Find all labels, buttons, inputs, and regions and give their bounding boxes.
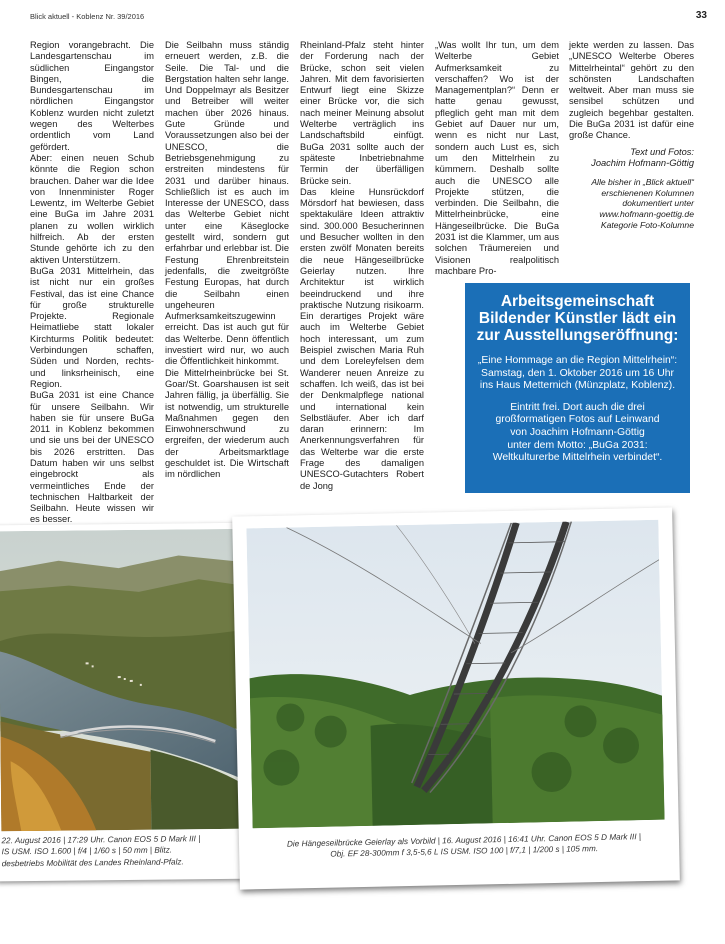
page-number: 33: [695, 10, 707, 21]
caption-line: Obj. EF 28-300mm f 3,5-5,6 L IS USM. ISO 100 | f/7,1 | 1/200 s | 105 mm.: [330, 844, 599, 859]
info-line: von Joachim Hofmann-Göttig: [510, 426, 645, 438]
paragraph: Die Mittelrheinbrücke bei St. Goar/St. Goarshausen ist seit Jahren fällig, ja überfällig. Sie ist notwendig, um strukturelle Maßnahmen gegen den Einwohnerschwund zu ergreifen, der wiederum auch der Arbeitsmarktlage geschuldet ist. Die Wirtschaft im nördlichen: [165, 367, 289, 480]
event-line: ins Haus Metternich (Münzplatz, Koblenz).: [479, 380, 676, 392]
paragraph: jekte werden zu lassen. Das „UNESCO Welterbe Oberes Mittelrheintal“ gehört zu den schönsten Landschaften weltweit. Aber man muss sie sensibel schützen und zugleich begehbar gestalten. Die BuGa 2031 ist dafür eine große Chance.: [569, 40, 694, 141]
info-line: Weltkulturerbe Mittelrhein verbindet“.: [492, 452, 663, 464]
paragraph: Die Seilbahn muss ständig erneuert werden, z.B. die Seile. Die Tal- und die Bergstation halten sehr lange. Und Doppelmayr als Besitzer und Betreiber will weiter machen über 2026 hinaus. Gute Gründe und Voraussetzungen also bei der UNESCO, die Betriebsgenehmigung zu erstreiten mindestens für 2031 und darüber hinaus. Schließlich ist es auch im Interesse der UNESCO, dass das Welterbe Gebiet nicht unter eine Käseglocke gestellt wird, sondern gut erfahrbar und erlebbar ist. Die Festung Ehrenbreitstein jedenfalls, die zweitgrößte Festung Europas, hat durch die Seilbahn einen ungeheuren Aufmerksamkeitszugewinn erreicht. Das ist auch gut für das Welterbe. Denn öffentlich investiert wird nur, wo auch die Öffentlichkeit hinkommt.: [165, 40, 289, 367]
article-column-2: [165, 40, 289, 481]
event-details: [471, 355, 684, 393]
note-line: Kategorie Foto-Kolumne: [600, 219, 694, 230]
note-line: erschienenen Kolumnen: [601, 187, 694, 198]
event-line: „Eine Hommage an die Region Mittelrhein“:: [477, 355, 678, 366]
title-line: Bildender Künstler lädt ein: [478, 310, 677, 327]
rhine-valley-photo: [0, 523, 260, 882]
rhine-valley-image: [0, 529, 253, 832]
paragraph: Region vorangebracht. Die Landesgartenschau im südlichen Eingangstor Bingen, die Bundesgartenschau im nördlichen Eingangstor Koblenz wurden nicht zuletzt wegen des Welterbes ordentlich vom Land gefördert.: [30, 40, 154, 152]
announcement-title: [471, 293, 684, 344]
website-link: www.hofmann-goettig.de: [599, 209, 694, 220]
article-column-1: [30, 40, 154, 526]
credit-line: Text und Fotos:: [630, 146, 694, 157]
info-line: großformatigen Fotos auf Leinwand: [495, 414, 660, 426]
caption-line: 22. August 2016 | 17:29 Uhr. Canon EOS 5 D Mark III |: [1, 834, 201, 846]
paragraph: Aber: einen neuen Schub könnte die Region schon brauchen. Daher war die Idee von Innenminister Roger Lewentz, im Welterbe Gebiet eine BuGa im Jahre 2031 planen zu wollen wirklich hilfreich. Ab der ersten Stunde gehörte ich zu den aktiven Unterstützern.: [30, 152, 154, 265]
article-column-4: [435, 40, 559, 277]
suspension-bridge-photo: [232, 507, 680, 889]
author-credit: [569, 147, 694, 170]
photo1-caption: [1, 833, 246, 869]
paragraph: Rheinland-Pfalz steht hinter der Forderung nach der Brücke, schon seit vielen Jahren. Mit dem favorisierten Entwurf liegt eine Skizze einer Brücke vor, die sich nach meiner Meinung absolut Welterbe verträglich ins Landschaftsbild einfügt. BuGa 2031 sollte auch der späteste Inbetriebnahme Termin der überfälligen Brücke sein.: [300, 40, 424, 186]
info-line: Eintritt frei. Dort auch die drei: [510, 401, 645, 413]
event-info: [471, 402, 684, 465]
paragraph: BuGa 2031 ist eine Chance für unsere Seilbahn. Wir haben sie für unsere BuGa 2011 in Koblenz bekommen und sie uns bei der UNESCO bis 2026 erstritten. Das Datum haben wir uns selbst eingebrockt als vermeintliches Ende der technischen Haltbarkeit der Seilbahn. Heute wissen wir es besser.: [30, 390, 154, 525]
caption-line: desbetriebs Mobilität des Landes Rheinland-Pfalz.: [1, 856, 184, 868]
caption-line: Die Hängeseilbrücke Geierlay als Vorbild | 16. August 2016 | 16:41 Uhr. Canon EOS 5 D Mark III |: [286, 832, 642, 849]
paragraph: Das kleine Hunsrückdorf Mörsdorf hat bewiesen, dass spektakuläre Ideen attraktiv sind. 300.000 Besucherinnen und Besucher wollten in den ersten zwölf Monaten bereits die neue Hängeseilbrücke Geierlay nutzen. Ihre Architektur ist wirklich beeindruckend und ihre praktische Nutzung risikoarm. Ein derartiges Projekt wäre auch im Welterbe Gebiet hoch interessant, um zum Beispiel zwischen Maria Ruh und dem Loreleyfelsen dem Wanderer neuen Anreize zu schaffen. Ich weiß, das ist bei der Denkmalpflege national und international kein Selbstläufer. Aber ich darf daran erinnern: Im Anerkennungsverfahren für das Welterbe war die erste Frage des damaligen UNESCO-Gutachters Robert de Jong: [300, 186, 424, 491]
title-line: Arbeitsgemeinschaft: [500, 293, 655, 310]
article-column-5: [569, 40, 694, 230]
publication-header: Blick aktuell - Koblenz Nr. 39/2016: [30, 12, 145, 21]
note-line: dokumentiert unter: [622, 198, 694, 209]
note-line: Alle bisher in „Blick aktuell“: [591, 177, 694, 188]
photo2-caption: [259, 831, 669, 862]
title-line: zur Ausstellungseröffnung:: [476, 327, 679, 344]
column-archive-note: [569, 177, 694, 230]
article-column-3: [300, 40, 424, 492]
event-line: Samstag, den 1. Oktober 2016 um 16 Uhr: [481, 367, 674, 379]
info-line: unter dem Motto: „BuGa 2031:: [507, 439, 648, 451]
paragraph: „Was wollt Ihr tun, um dem Welterbe Gebiet Aufmerksamkeit zu verschaffen? Wo ist der Managementplan?“ Denn er hatte genau gewusst, pfleglich geht man mit dem Gebiet auf Dauer nur um, wenn es nicht nur Last, sondern auch Lust es, sich um den Mittelrhein zu kümmern. Deshalb sollte auch die UNESCO alle Projekte stützen, die verbinden. Die Seilbahn, die Mittelrheinbrücke, eine Hängeseilbrücke. Die BuGa 2031 ist die Klammer, um aus solchen Träumereien und Visionen realpolitisch machbare Pro-: [435, 40, 559, 276]
paragraph: BuGa 2031 Mittelrhein, das ist nicht nur ein großes Festival, das ist eine Chance für große strukturelle Projekte. Regionale Heimatliebe statt lokaler Kirchturms Politik bedeutet: Verbindungen schaffen, Süden und Norden, rechts- und linksrheinisch, eine Region.: [30, 265, 154, 389]
suspension-bridge-image: [246, 520, 664, 829]
caption-line: IS USM. ISO 1.600 | f/4 | 1/60 s | 50 mm | Blitz.: [1, 845, 173, 857]
exhibition-announcement-box: [465, 283, 690, 493]
credit-author: Joachim Hofmann-Göttig: [591, 157, 694, 168]
